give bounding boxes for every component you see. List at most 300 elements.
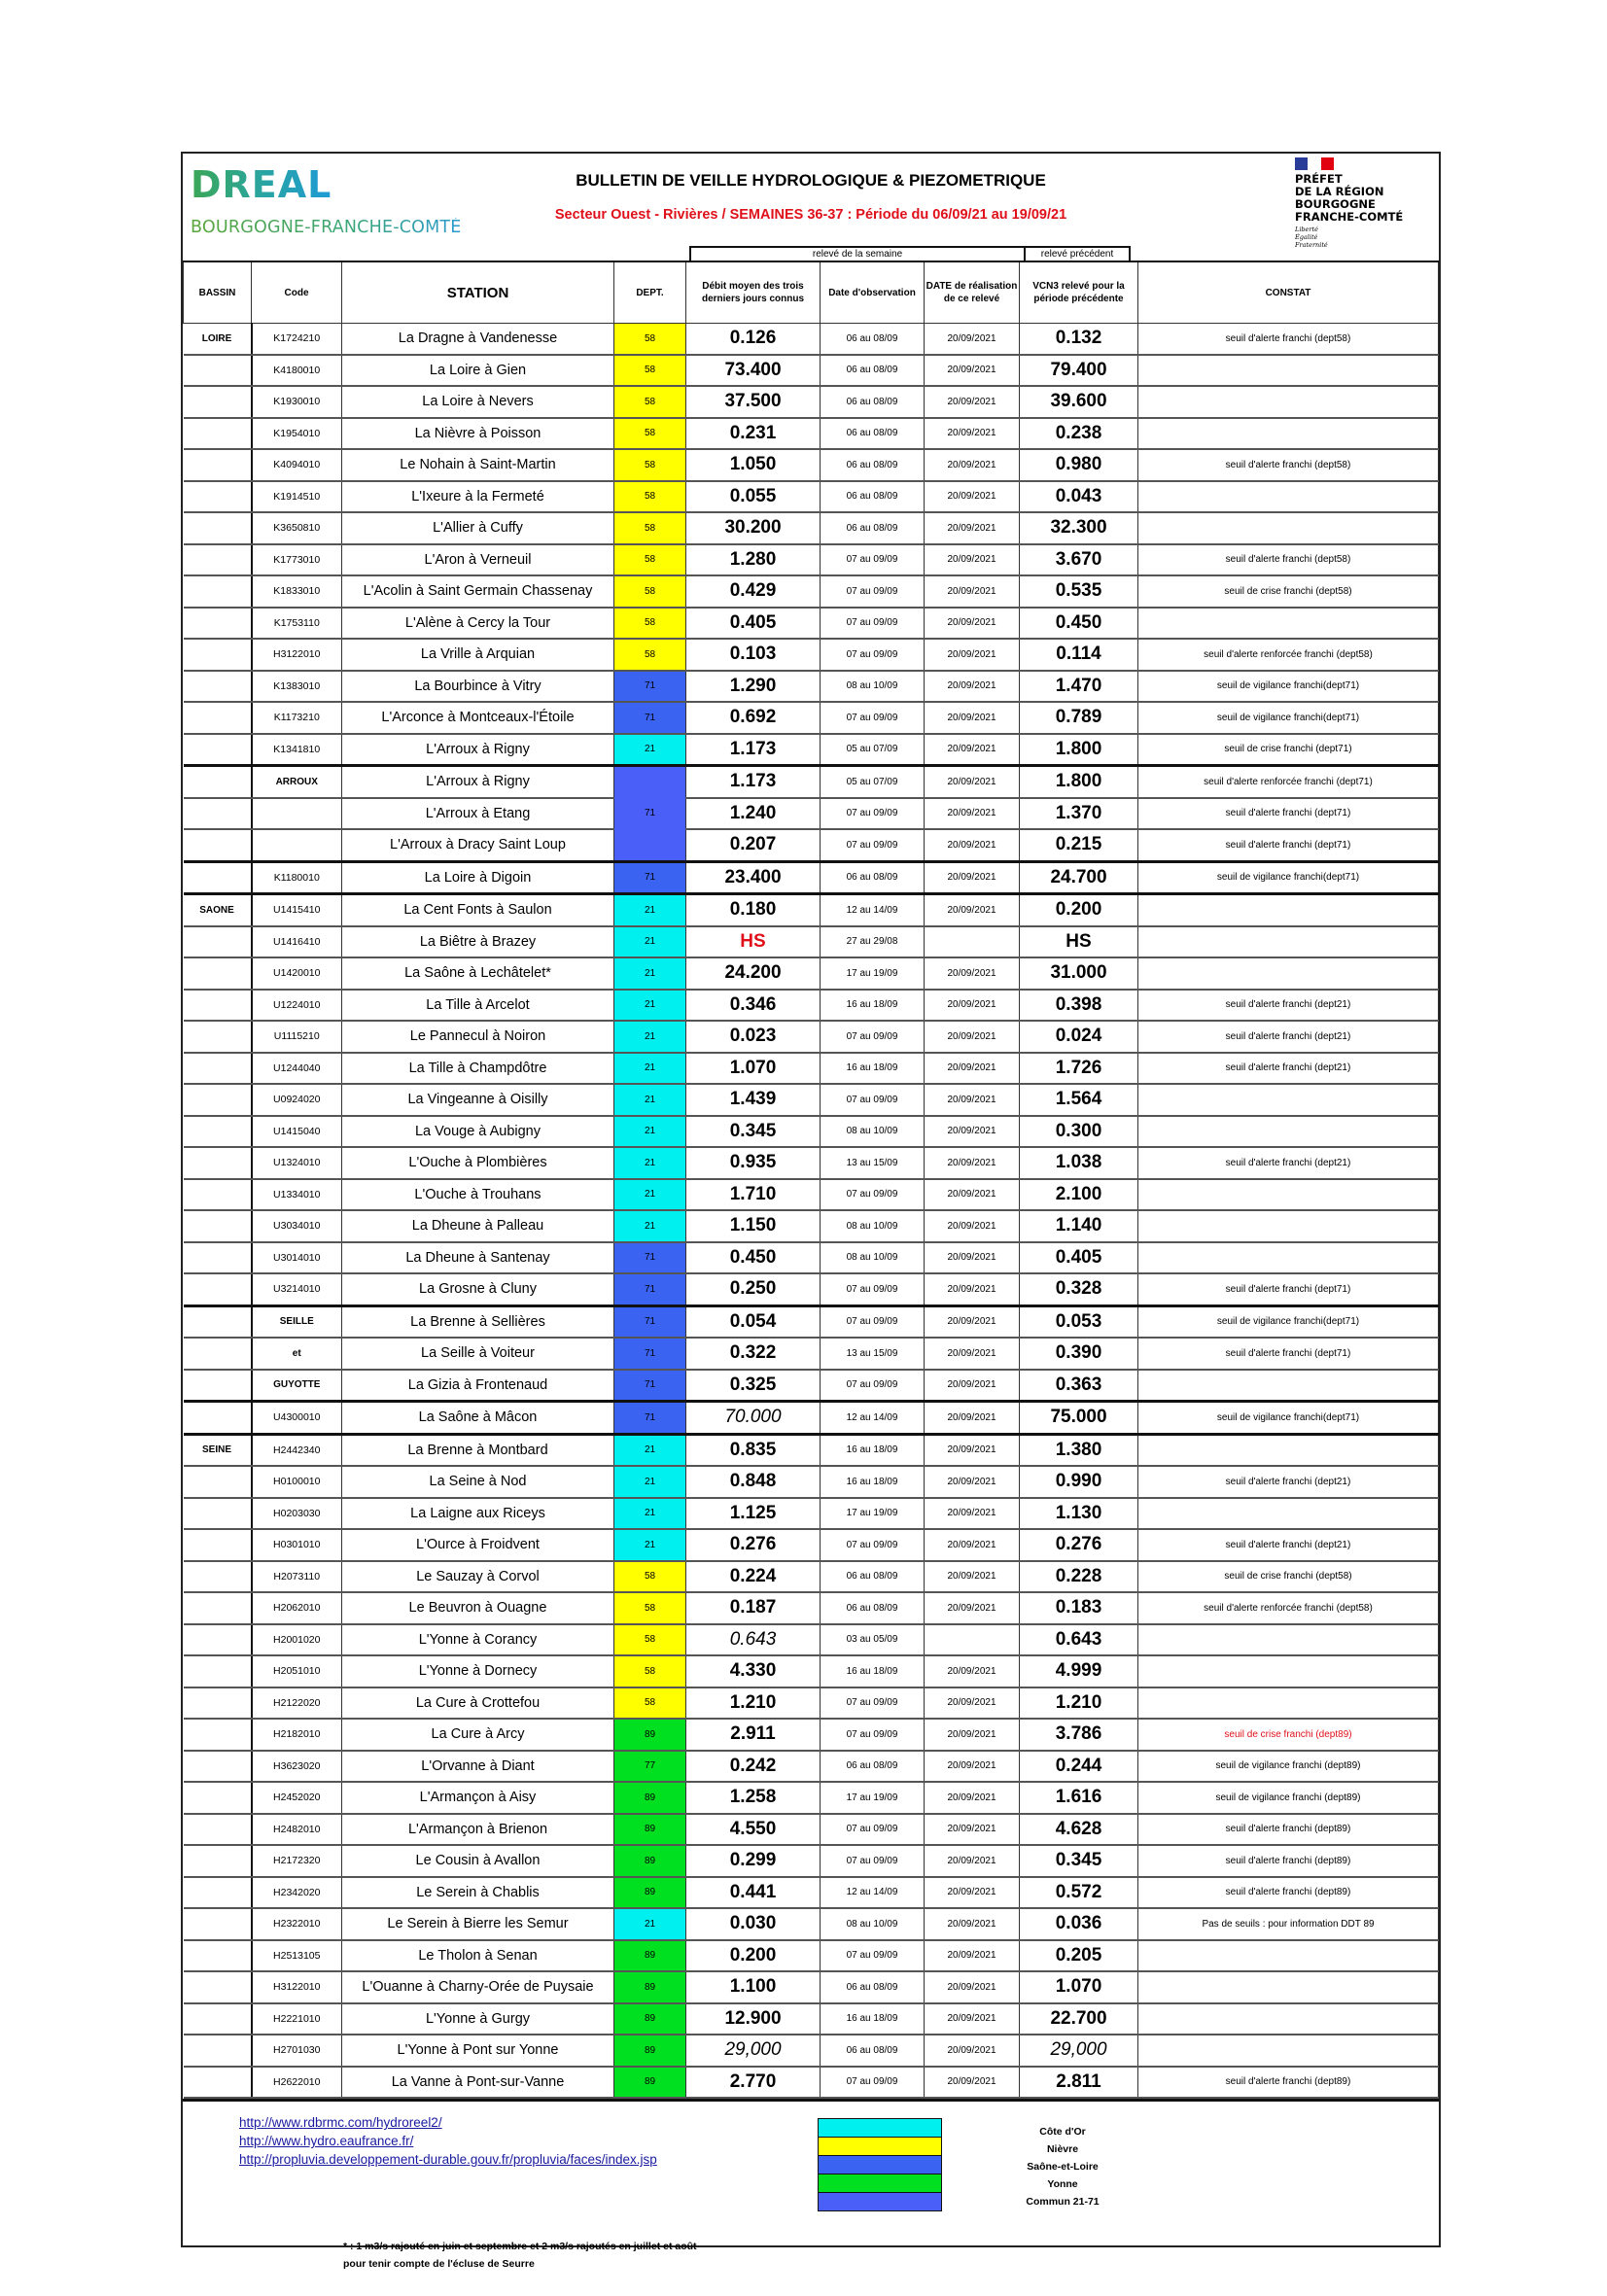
table-row <box>184 1273 1439 1305</box>
cell-constat: seuil de vigilance franchi(dept71) <box>1138 1305 1439 1338</box>
cell-bassin <box>184 1719 252 1751</box>
cell-bassin <box>184 829 252 861</box>
cell-date-realisation: 20/09/2021 <box>925 829 1020 861</box>
cell-date-observation: 06 au 08/09 <box>821 512 925 544</box>
cell-constat: seuil d'alerte franchi (dept71) <box>1138 798 1439 830</box>
table-row <box>184 1434 1439 1466</box>
cell-bassin: LOIRE <box>184 324 252 355</box>
cell-constat <box>1138 481 1439 513</box>
cell-date-realisation: 20/09/2021 <box>925 1782 1020 1814</box>
cell-station: L'Arconce à Montceaux-l'Étoile <box>342 702 614 734</box>
dreal-logo-region: BOURGOGNE-FRANCHE-COMTÉ <box>191 218 462 237</box>
cell-debit: 0.030 <box>686 1908 821 1940</box>
cell-debit: 0.055 <box>686 481 821 513</box>
cell-bassin <box>184 1053 252 1085</box>
cell-bassin <box>184 1242 252 1274</box>
cell-debit: 0.345 <box>686 1116 821 1148</box>
cell-code: K1724210 <box>252 324 342 355</box>
cell-date-realisation: 20/09/2021 <box>925 1402 1020 1435</box>
table-row <box>184 1147 1439 1179</box>
cell-vcn3: 0.215 <box>1020 829 1138 861</box>
cell-date-realisation: 20/09/2021 <box>925 734 1020 766</box>
cell-dept: 21 <box>614 1466 686 1498</box>
cell-vcn3: 0.183 <box>1020 1592 1138 1624</box>
cell-dept: 21 <box>614 1021 686 1053</box>
cell-date-realisation: 20/09/2021 <box>925 1719 1020 1751</box>
cell-date-realisation: 20/09/2021 <box>925 1940 1020 1972</box>
cell-date-realisation: 20/09/2021 <box>925 1877 1020 1909</box>
group-header-previous: relevé précédent <box>1024 246 1131 261</box>
cell-dept: 21 <box>614 1084 686 1116</box>
cell-dept: 71 <box>614 1402 686 1435</box>
cell-constat <box>1138 1370 1439 1402</box>
cell-bassin <box>184 1561 252 1593</box>
cell-date-observation: 07 au 09/09 <box>821 575 925 608</box>
table-row <box>184 1971 1439 2003</box>
cell-constat: seuil de vigilance franchi (dept89) <box>1138 1751 1439 1783</box>
cell-debit: 0.054 <box>686 1305 821 1338</box>
cell-dept: 58 <box>614 324 686 355</box>
cell-date-realisation: 20/09/2021 <box>925 1053 1020 1085</box>
cell-constat: seuil d'alerte franchi (dept89) <box>1138 2067 1439 2099</box>
cell-code: K1914510 <box>252 481 342 513</box>
cell-code: U1244040 <box>252 1053 342 1085</box>
link-rdbrmc[interactable]: http://www.rdbrmc.com/hydroreel2/ <box>239 2115 442 2130</box>
cell-bassin <box>184 702 252 734</box>
cell-vcn3: 0.200 <box>1020 894 1138 926</box>
cell-code: U1115210 <box>252 1021 342 1053</box>
cell-debit: 2.770 <box>686 2067 821 2099</box>
cell-station: L'Allier à Cuffy <box>342 512 614 544</box>
table-row <box>184 1021 1439 1053</box>
legend-labels <box>1014 2123 1111 2210</box>
cell-dept: 21 <box>614 1210 686 1242</box>
cell-date-realisation: 20/09/2021 <box>925 1751 1020 1783</box>
cell-station: La Tille à Arcelot <box>342 990 614 1022</box>
cell-date-realisation: 20/09/2021 <box>925 1845 1020 1877</box>
cell-bassin <box>184 2003 252 2035</box>
table-row <box>184 1908 1439 1940</box>
cell-bassin <box>184 1971 252 2003</box>
cell-date-realisation: 20/09/2021 <box>925 1466 1020 1498</box>
table-row <box>184 1687 1439 1720</box>
cell-date-observation: 07 au 09/09 <box>821 639 925 671</box>
cell-date-realisation: 20/09/2021 <box>925 766 1020 798</box>
cell-debit: 1.100 <box>686 1971 821 2003</box>
table-row <box>184 1370 1439 1402</box>
cell-station: La Cure à Arcy <box>342 1719 614 1751</box>
cell-station: La Seine à Nod <box>342 1466 614 1498</box>
cell-dept: 21 <box>614 926 686 958</box>
cell-dept: 71 <box>614 1242 686 1274</box>
stations-table-body <box>184 324 1439 2099</box>
cell-station: La Loire à Gien <box>342 355 614 387</box>
table-row <box>184 1466 1439 1498</box>
cell-code: U1224010 <box>252 990 342 1022</box>
cell-code: K1833010 <box>252 575 342 608</box>
cell-constat: seuil de vigilance franchi(dept71) <box>1138 702 1439 734</box>
cell-bassin <box>184 926 252 958</box>
cell-code: H2182010 <box>252 1719 342 1751</box>
cell-debit: 0.250 <box>686 1273 821 1305</box>
cell-code: U1416410 <box>252 926 342 958</box>
cell-date-observation: 06 au 08/09 <box>821 324 925 355</box>
cell-bassin <box>184 575 252 608</box>
cell-dept: 58 <box>614 418 686 450</box>
cell-dept: 89 <box>614 1877 686 1909</box>
cell-vcn3: 0.238 <box>1020 418 1138 450</box>
cell-bassin <box>184 1814 252 1846</box>
cell-date-observation: 16 au 18/09 <box>821 1053 925 1085</box>
cell-date-realisation: 20/09/2021 <box>925 1338 1020 1370</box>
cell-debit: 73.400 <box>686 355 821 387</box>
cell-vcn3: 0.450 <box>1020 608 1138 640</box>
cell-vcn3: 0.390 <box>1020 1338 1138 1370</box>
cell-station: Le Pannecul à Noiron <box>342 1021 614 1053</box>
cell-debit: 0.835 <box>686 1434 821 1466</box>
cell-code: H2513105 <box>252 1940 342 1972</box>
table-row <box>184 1751 1439 1783</box>
cell-constat <box>1138 1434 1439 1466</box>
page-subtitle: Secteur Ouest - Rivières / SEMAINES 36-37 : Période du 06/09/21 au 19/09/21 <box>554 207 1067 223</box>
cell-station: L'Arroux à Rigny <box>342 766 614 798</box>
cell-debit: 0.935 <box>686 1147 821 1179</box>
cell-dept: 21 <box>614 1116 686 1148</box>
cell-vcn3: 1.130 <box>1020 1498 1138 1530</box>
cell-debit: 0.276 <box>686 1529 821 1561</box>
cell-bassin <box>184 1402 252 1435</box>
cell-code: et <box>252 1338 342 1370</box>
table-row <box>184 2035 1439 2067</box>
cell-code: U1334010 <box>252 1179 342 1211</box>
cell-debit: 0.692 <box>686 702 821 734</box>
cell-date-realisation: 20/09/2021 <box>925 798 1020 830</box>
table-row <box>184 2067 1439 2099</box>
cell-constat: seuil de crise franchi (dept58) <box>1138 1561 1439 1593</box>
cell-constat: seuil de vigilance franchi(dept71) <box>1138 1402 1439 1435</box>
cell-code: H2322010 <box>252 1908 342 1940</box>
cell-constat <box>1138 926 1439 958</box>
cell-constat <box>1138 2035 1439 2067</box>
cell-debit: 1.710 <box>686 1179 821 1211</box>
cell-bassin <box>184 1782 252 1814</box>
cell-constat <box>1138 1498 1439 1530</box>
table-row <box>184 481 1439 513</box>
cell-vcn3: 4.628 <box>1020 1814 1138 1846</box>
cell-date-realisation: 20/09/2021 <box>925 1561 1020 1593</box>
cell-code: H0100010 <box>252 1466 342 1498</box>
cell-date-observation: 16 au 18/09 <box>821 1655 925 1687</box>
cell-date-observation: 08 au 10/09 <box>821 1210 925 1242</box>
cell-constat: seuil d'alerte franchi (dept21) <box>1138 990 1439 1022</box>
cell-vcn3: 0.328 <box>1020 1273 1138 1305</box>
cell-station: La Nièvre à Poisson <box>342 418 614 450</box>
cell-constat <box>1138 894 1439 926</box>
cell-date-realisation: 20/09/2021 <box>925 1273 1020 1305</box>
cell-date-realisation: 20/09/2021 <box>925 1147 1020 1179</box>
cell-station: La Biêtre à Brazey <box>342 926 614 958</box>
cell-date-realisation: 20/09/2021 <box>925 481 1020 513</box>
cell-bassin <box>184 639 252 671</box>
motto-fraternite: Fraternité <box>1295 241 1328 249</box>
cell-code: U1324010 <box>252 1147 342 1179</box>
cell-bassin <box>184 1338 252 1370</box>
cell-constat: Pas de seuils : pour information DDT 89 <box>1138 1908 1439 1940</box>
cell-debit: 1.210 <box>686 1687 821 1720</box>
cell-bassin <box>184 512 252 544</box>
dreal-logo: DREAL <box>191 163 332 206</box>
legend-label-yonne: Yonne <box>1047 2178 1078 2190</box>
cell-station: La Vrille à Arquian <box>342 639 614 671</box>
cell-date-observation: 16 au 18/09 <box>821 990 925 1022</box>
table-row <box>184 990 1439 1022</box>
cell-constat: seuil de crise franchi (dept71) <box>1138 734 1439 766</box>
cell-date-realisation: 20/09/2021 <box>925 1084 1020 1116</box>
cell-station: L'Yonne à Corancy <box>342 1624 614 1656</box>
cell-constat <box>1138 1971 1439 2003</box>
cell-code: K1753110 <box>252 608 342 640</box>
cell-constat: seuil d'alerte franchi (dept21) <box>1138 1021 1439 1053</box>
cell-vcn3: 0.043 <box>1020 481 1138 513</box>
cell-vcn3: 0.276 <box>1020 1529 1138 1561</box>
table-row <box>184 1655 1439 1687</box>
cell-station: La Saône à Lechâtelet* <box>342 957 614 990</box>
table-row <box>184 1305 1439 1338</box>
cell-station: L'Acolin à Saint Germain Chassenay <box>342 575 614 608</box>
cell-constat: seuil d'alerte renforcée franchi (dept58) <box>1138 1592 1439 1624</box>
cell-constat <box>1138 1940 1439 1972</box>
cell-dept: 21 <box>614 1434 686 1466</box>
cell-debit: 1.150 <box>686 1210 821 1242</box>
french-flag-icon <box>1295 157 1334 170</box>
cell-debit: 1.050 <box>686 449 821 481</box>
legend-label-nievre: Nièvre <box>1046 2143 1079 2155</box>
cell-station: Le Tholon à Senan <box>342 1940 614 1972</box>
cell-constat: seuil de crise franchi (dept89) <box>1138 1719 1439 1751</box>
cell-code: H2622010 <box>252 2067 342 2099</box>
cell-station: La Loire à Nevers <box>342 386 614 418</box>
cell-date-observation: 06 au 08/09 <box>821 355 925 387</box>
cell-vcn3: 4.999 <box>1020 1655 1138 1687</box>
cell-station: Le Cousin à Avallon <box>342 1845 614 1877</box>
legend-swatch-yonne <box>818 2174 942 2193</box>
cell-bassin <box>184 1210 252 1242</box>
cell-bassin <box>184 1687 252 1720</box>
cell-station: La Bourbince à Vitry <box>342 671 614 703</box>
cell-date-observation: 07 au 09/09 <box>821 1370 925 1402</box>
cell-constat: seuil d'alerte franchi (dept89) <box>1138 1877 1439 1909</box>
cell-constat <box>1138 1084 1439 1116</box>
cell-date-observation: 07 au 09/09 <box>821 829 925 861</box>
cell-bassin <box>184 386 252 418</box>
cell-code: H2221010 <box>252 2003 342 2035</box>
cell-bassin <box>184 544 252 576</box>
cell-constat <box>1138 1179 1439 1211</box>
cell-date-realisation: 20/09/2021 <box>925 355 1020 387</box>
cell-bassin <box>184 1529 252 1561</box>
cell-vcn3: 0.036 <box>1020 1908 1138 1940</box>
cell-vcn3: 0.244 <box>1020 1751 1138 1783</box>
cell-debit: 23.400 <box>686 861 821 894</box>
cell-dept: 89 <box>614 1845 686 1877</box>
cell-vcn3: 0.980 <box>1020 449 1138 481</box>
cell-code: K1341810 <box>252 734 342 766</box>
cell-debit: 1.173 <box>686 734 821 766</box>
cell-code: H3623020 <box>252 1751 342 1783</box>
table-header-row <box>184 261 1439 324</box>
cell-date-realisation: 20/09/2021 <box>925 575 1020 608</box>
cell-date-realisation: 20/09/2021 <box>925 449 1020 481</box>
cell-dept: 71 <box>614 766 686 862</box>
cell-code: H3122010 <box>252 639 342 671</box>
cell-station: Le Serein à Chablis <box>342 1877 614 1909</box>
cell-date-observation: 07 au 09/09 <box>821 1179 925 1211</box>
cell-date-observation: 07 au 09/09 <box>821 544 925 576</box>
cell-date-observation: 07 au 09/09 <box>821 1719 925 1751</box>
cell-station: La Cent Fonts à Saulon <box>342 894 614 926</box>
cell-bassin: SAONE <box>184 894 252 926</box>
table-row <box>184 1719 1439 1751</box>
cell-code: U1415040 <box>252 1116 342 1148</box>
cell-dept: 21 <box>614 1498 686 1530</box>
cell-date-realisation: 20/09/2021 <box>925 1908 1020 1940</box>
cell-debit: 0.643 <box>686 1624 821 1656</box>
cell-constat <box>1138 1655 1439 1687</box>
cell-date-realisation: 20/09/2021 <box>925 957 1020 990</box>
table-row <box>184 1179 1439 1211</box>
cell-date-realisation: 20/09/2021 <box>925 1434 1020 1466</box>
cell-date-observation: 05 au 07/09 <box>821 766 925 798</box>
cell-debit: 0.231 <box>686 418 821 450</box>
cell-bassin <box>184 671 252 703</box>
cell-station: Le Nohain à Saint-Martin <box>342 449 614 481</box>
cell-debit: 4.550 <box>686 1814 821 1846</box>
cell-code: U1415410 <box>252 894 342 926</box>
cell-debit: HS <box>686 926 821 958</box>
cell-station: La Tille à Champdôtre <box>342 1053 614 1085</box>
cell-station: L'Armançon à Aisy <box>342 1782 614 1814</box>
cell-date-observation: 06 au 08/09 <box>821 1561 925 1593</box>
cell-debit: 1.290 <box>686 671 821 703</box>
cell-date-realisation: 20/09/2021 <box>925 324 1020 355</box>
cell-date-observation: 06 au 08/09 <box>821 861 925 894</box>
cell-date-observation: 07 au 09/09 <box>821 2067 925 2099</box>
cell-station: Le Sauzay à Corvol <box>342 1561 614 1593</box>
cell-dept: 71 <box>614 702 686 734</box>
footnote-line1: * : 1 m3/s rajouté en juin et septembre et 2 m3/s rajoutés en juillet et août <box>343 2241 697 2252</box>
link-hydro-eaufrance[interactable]: http://www.hydro.eaufrance.fr/ <box>239 2134 414 2148</box>
legend-label-cote-dor: Côte d'Or <box>1039 2126 1086 2138</box>
cell-date-observation: 16 au 18/09 <box>821 1434 925 1466</box>
cell-constat <box>1138 386 1439 418</box>
cell-station: La Grosne à Cluny <box>342 1273 614 1305</box>
cell-code: H2442340 <box>252 1434 342 1466</box>
cell-dept: 21 <box>614 1529 686 1561</box>
table-row <box>184 766 1439 798</box>
cell-code: H2062010 <box>252 1592 342 1624</box>
cell-station: Le Serein à Bierre les Semur <box>342 1908 614 1940</box>
cell-station: La Vingeanne à Oisilly <box>342 1084 614 1116</box>
cell-bassin <box>184 957 252 990</box>
cell-date-realisation: 20/09/2021 <box>925 1814 1020 1846</box>
cell-code: K1773010 <box>252 544 342 576</box>
cell-bassin: SEINE <box>184 1434 252 1466</box>
cell-debit: 1.125 <box>686 1498 821 1530</box>
col-date-observation: Date d'observation <box>821 261 925 324</box>
cell-dept: 71 <box>614 1305 686 1338</box>
cell-dept: 58 <box>614 1592 686 1624</box>
cell-date-realisation: 20/09/2021 <box>925 418 1020 450</box>
table-row <box>184 1242 1439 1274</box>
cell-code: U1420010 <box>252 957 342 990</box>
cell-date-observation: 07 au 09/09 <box>821 1021 925 1053</box>
cell-dept: 21 <box>614 990 686 1022</box>
cell-debit: 0.405 <box>686 608 821 640</box>
motto-liberte: Liberté <box>1295 226 1318 233</box>
cell-date-realisation: 20/09/2021 <box>925 386 1020 418</box>
cell-station: L'Arroux à Rigny <box>342 734 614 766</box>
cell-code: K1383010 <box>252 671 342 703</box>
cell-debit: 12.900 <box>686 2003 821 2035</box>
cell-vcn3: 22.700 <box>1020 2003 1138 2035</box>
cell-station: L'Yonne à Pont sur Yonne <box>342 2035 614 2067</box>
cell-code: H2001020 <box>252 1624 342 1656</box>
table-row <box>184 575 1439 608</box>
cell-code: U3014010 <box>252 1242 342 1274</box>
cell-code: U4300010 <box>252 1402 342 1435</box>
cell-date-realisation: 20/09/2021 <box>925 2035 1020 2067</box>
link-propluvia[interactable]: http://propluvia.developpement-durable.gouv.fr/propluvia/faces/index.jsp <box>239 2152 657 2167</box>
cell-station: L'Ource à Froidvent <box>342 1529 614 1561</box>
cell-code: K1173210 <box>252 702 342 734</box>
cell-constat <box>1138 1687 1439 1720</box>
prefet-logo <box>1295 157 1431 249</box>
cell-vcn3: 0.114 <box>1020 639 1138 671</box>
cell-vcn3: 0.024 <box>1020 1021 1138 1053</box>
cell-vcn3: 1.070 <box>1020 1971 1138 2003</box>
cell-bassin <box>184 1466 252 1498</box>
cell-station: L'Yonne à Gurgy <box>342 2003 614 2035</box>
prefet-line3: BOURGOGNE <box>1295 197 1376 211</box>
cell-debit: 0.848 <box>686 1466 821 1498</box>
table-row <box>184 355 1439 387</box>
bulletin-footer <box>183 2099 1439 2296</box>
dept-color-legend <box>818 2118 942 2210</box>
cell-date-observation: 12 au 14/09 <box>821 894 925 926</box>
cell-debit: 0.207 <box>686 829 821 861</box>
cell-vcn3: 3.670 <box>1020 544 1138 576</box>
cell-station: La Dheune à Santenay <box>342 1242 614 1274</box>
cell-date-realisation: 20/09/2021 <box>925 671 1020 703</box>
cell-date-realisation: 20/09/2021 <box>925 894 1020 926</box>
legend-swatch-commun-21-71 <box>818 2192 942 2211</box>
cell-station: La Brenne à Sellières <box>342 1305 614 1338</box>
stations-table <box>183 261 1439 2099</box>
cell-dept: 89 <box>614 2003 686 2035</box>
cell-debit: 0.103 <box>686 639 821 671</box>
cell-debit: 0.126 <box>686 324 821 355</box>
cell-constat <box>1138 957 1439 990</box>
cell-debit: 1.070 <box>686 1053 821 1085</box>
cell-dept: 58 <box>614 1687 686 1720</box>
cell-dept: 71 <box>614 1370 686 1402</box>
cell-vcn3: 0.398 <box>1020 990 1138 1022</box>
cell-dept: 58 <box>614 1655 686 1687</box>
table-row <box>184 894 1439 926</box>
table-row <box>184 1845 1439 1877</box>
table-row <box>184 1814 1439 1846</box>
cell-date-observation: 06 au 08/09 <box>821 449 925 481</box>
